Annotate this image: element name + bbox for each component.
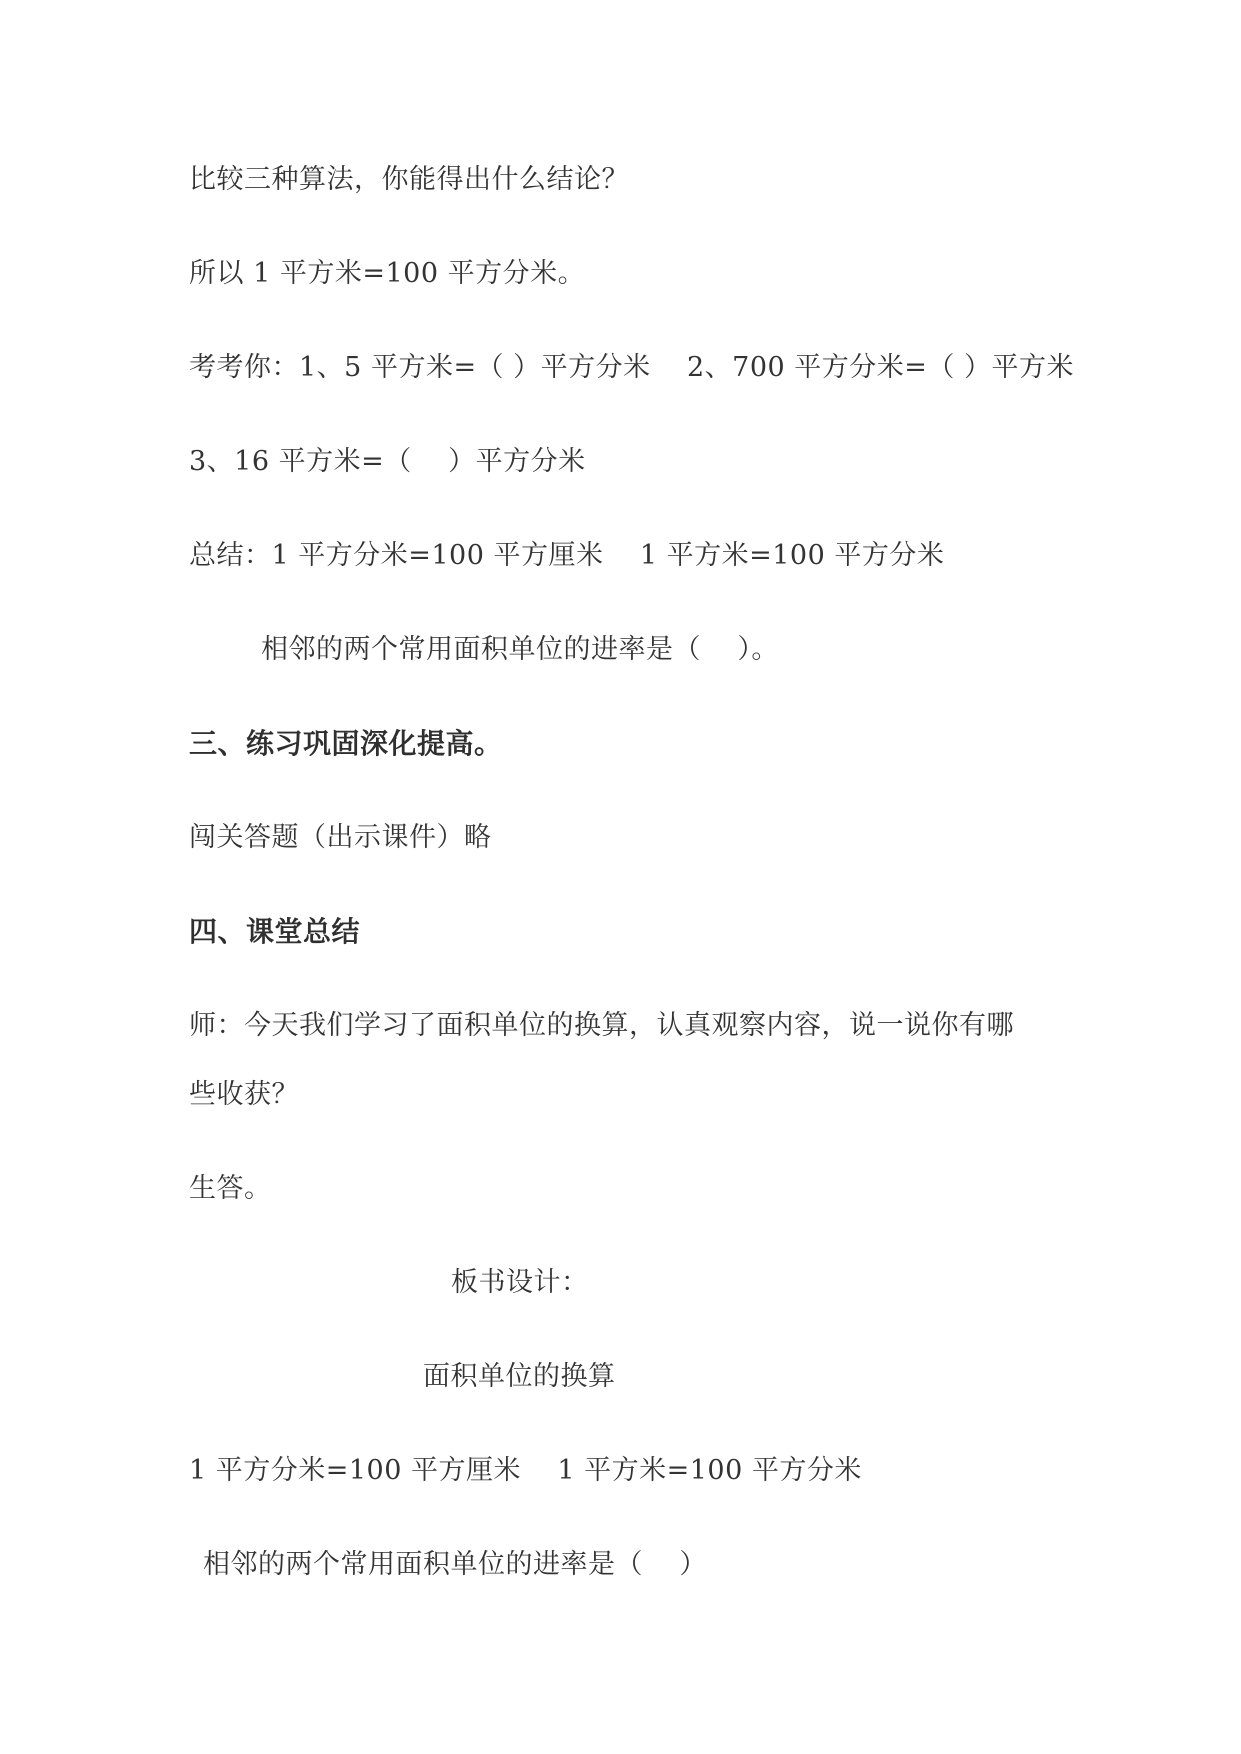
board-design-subtitle: 面积单位的换算 xyxy=(423,1361,616,1392)
board-design-title: 板书设计： xyxy=(451,1267,589,1298)
board-design-line: 1 平方分米=100 平方厘米 1 平方米=100 平方分米 xyxy=(189,1455,862,1486)
text-line: 生答。 xyxy=(189,1173,272,1204)
section-heading: 四、课堂总结 xyxy=(189,915,361,948)
text-line: 闯关答题（出示课件）略 xyxy=(189,822,492,853)
section-heading: 三、练习巩固深化提高。 xyxy=(189,727,503,760)
exercise-line: 3、16 平方米=（ ）平方分米 xyxy=(189,446,586,477)
text-line: 些收获？ xyxy=(189,1079,299,1110)
exercise-line: 考考你：1、5 平方米=（ ）平方分米 2、700 平方分米=（ ）平方米 xyxy=(189,352,1074,383)
board-design-line: 相邻的两个常用面积单位的进率是（ ） xyxy=(203,1549,707,1580)
summary-line: 总结：1 平方分米=100 平方厘米 1 平方米=100 平方分米 xyxy=(189,540,945,571)
summary-line: 相邻的两个常用面积单位的进率是（ ）。 xyxy=(261,634,779,665)
text-line: 所以 1 平方米=100 平方分米。 xyxy=(189,258,586,289)
text-line: 比较三种算法，你能得出什么结论？ xyxy=(189,164,629,195)
text-line: 师：今天我们学习了面积单位的换算，认真观察内容，说一说你有哪 xyxy=(189,1010,1014,1041)
